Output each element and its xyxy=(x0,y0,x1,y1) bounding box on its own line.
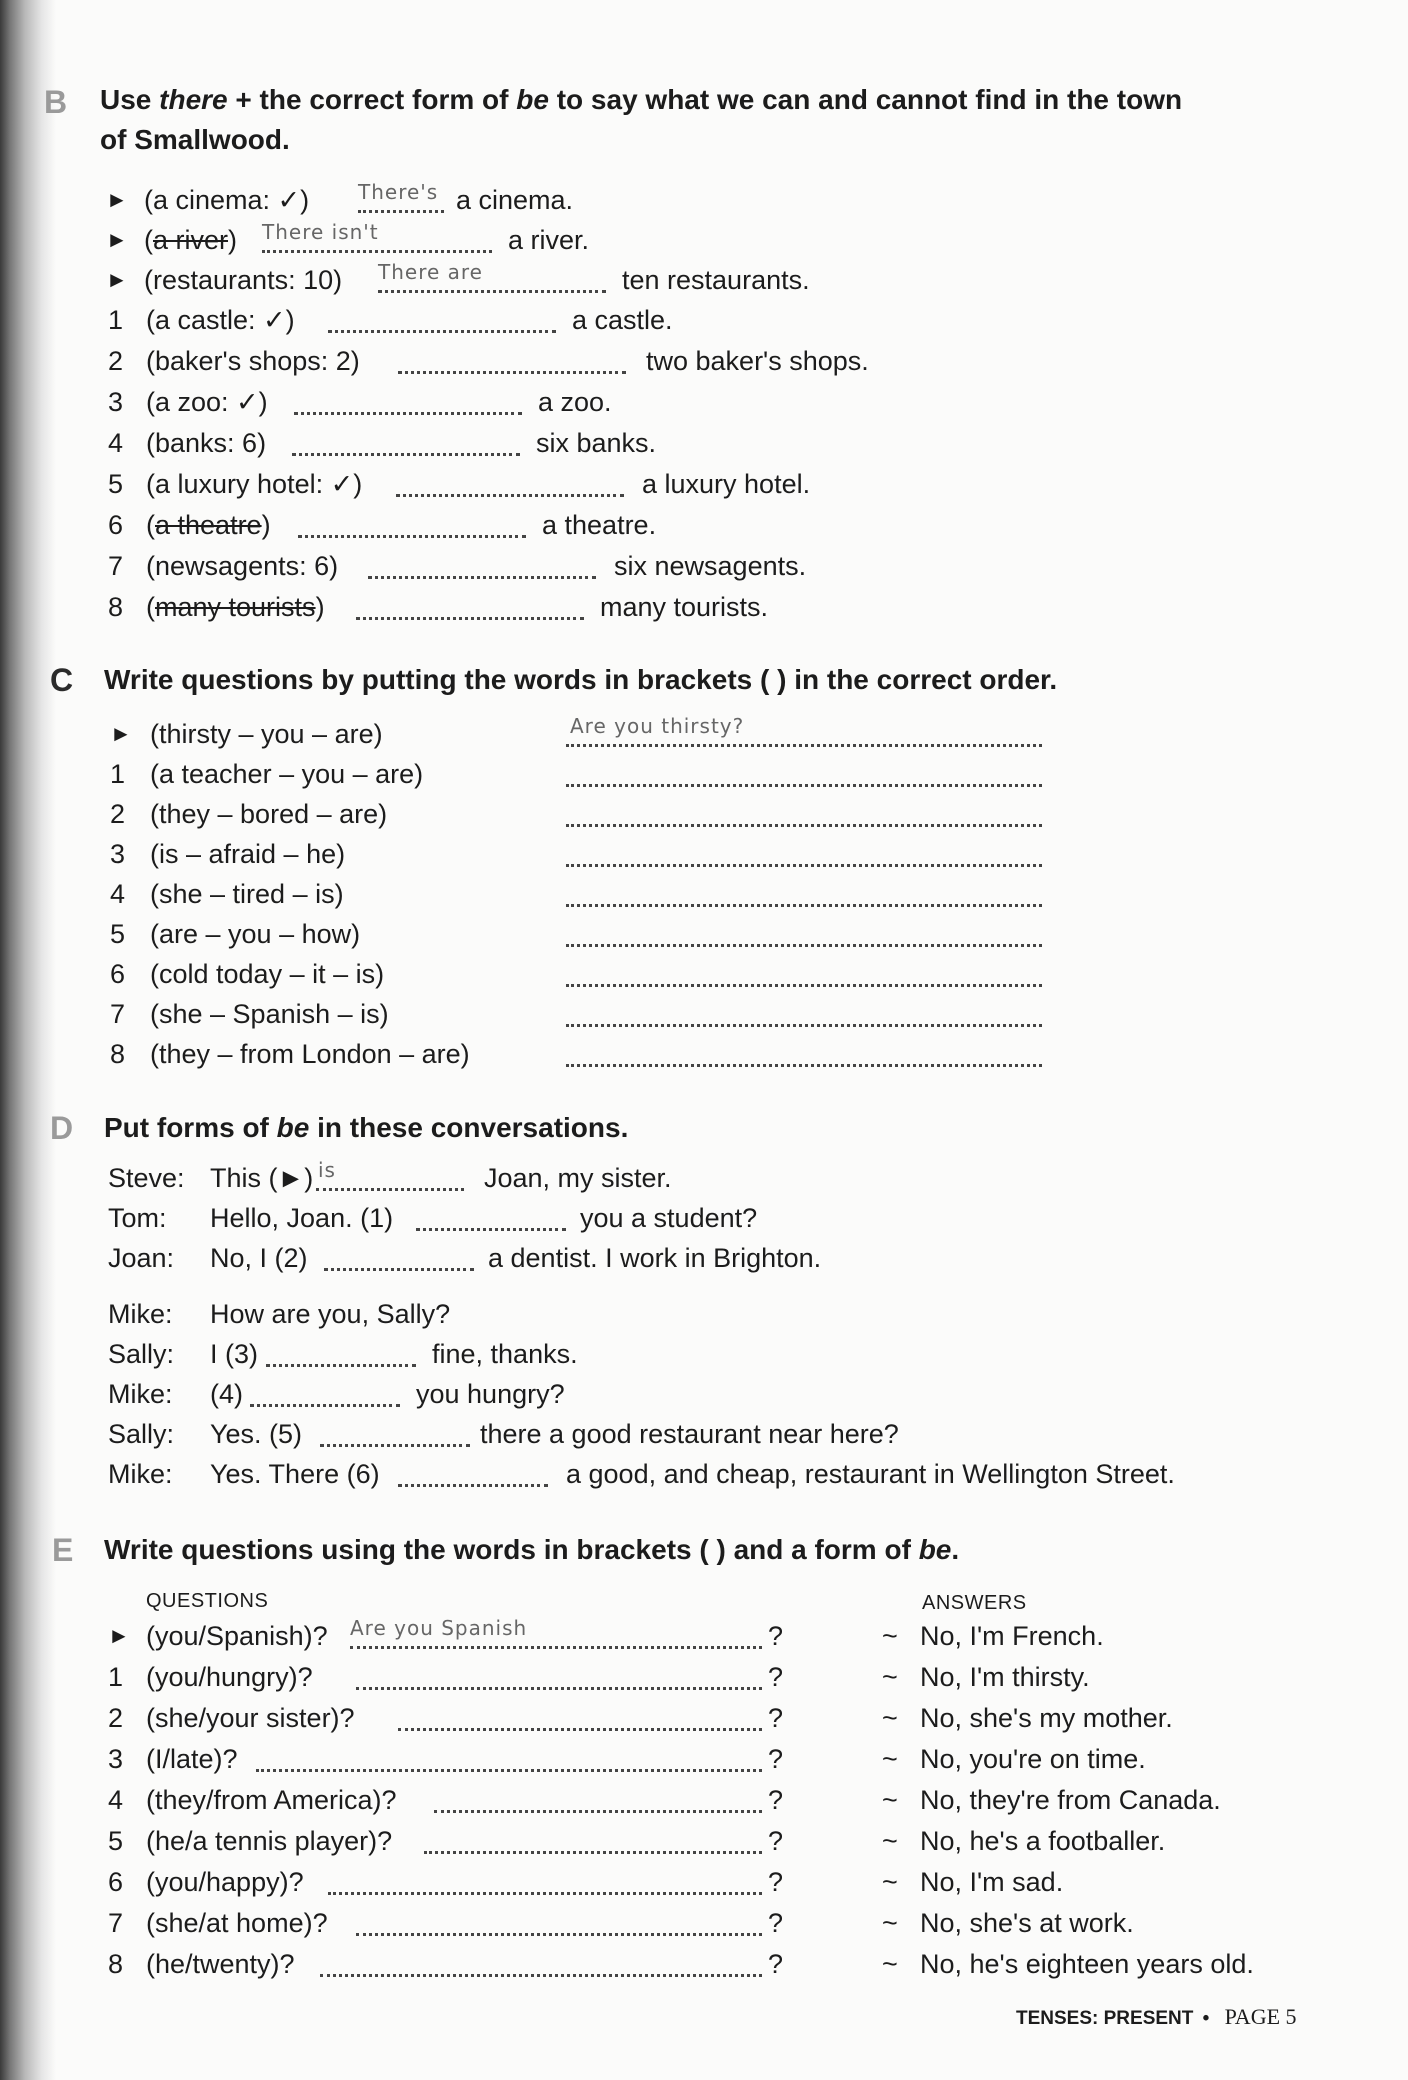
speaker: Sally: xyxy=(108,1419,175,1449)
item-number: 4 xyxy=(108,428,124,458)
speaker: Steve: xyxy=(108,1163,185,1193)
instruction-b-line1 xyxy=(100,80,1182,120)
cue: (I/late)? xyxy=(146,1744,238,1774)
cue xyxy=(146,423,266,463)
cue xyxy=(146,464,362,504)
tilde: ~ xyxy=(882,1908,898,1938)
instruction-b-line2: of Smallwood. xyxy=(100,124,290,155)
item-number: 2 xyxy=(108,346,124,376)
speaker: Joan: xyxy=(108,1243,175,1273)
sentence-end: a castle. xyxy=(572,305,673,335)
sample-answer: Are you Spanish xyxy=(350,1616,528,1640)
answer-blank[interactable] xyxy=(328,1892,762,1895)
speaker: Tom: xyxy=(108,1203,167,1233)
answer-blank[interactable] xyxy=(566,824,1042,827)
line-end: you a student? xyxy=(580,1203,758,1233)
instr-em: be xyxy=(276,1112,310,1143)
item-number: 6 xyxy=(108,1867,124,1897)
tilde: ~ xyxy=(882,1826,898,1856)
reply: No, he's a footballer. xyxy=(920,1826,1166,1856)
item-number: 3 xyxy=(110,839,126,869)
answer-blank[interactable] xyxy=(566,944,1042,947)
question-mark: ? xyxy=(768,1826,784,1856)
instr-text: . xyxy=(951,1534,960,1565)
answer-blank[interactable] xyxy=(396,494,624,497)
answer-blank[interactable] xyxy=(566,1064,1042,1067)
item-number: 7 xyxy=(108,551,124,581)
cue-part: ( xyxy=(144,265,153,295)
answer-blank[interactable] xyxy=(356,617,584,620)
cue: (a teacher – you – are) xyxy=(150,759,424,789)
cue-part: ) xyxy=(228,225,238,255)
answer-blank[interactable] xyxy=(324,1268,474,1271)
cue xyxy=(146,587,325,627)
tilde: ~ xyxy=(882,1867,898,1897)
speaker: Mike: xyxy=(108,1379,173,1409)
answer-blank[interactable] xyxy=(566,864,1042,867)
arrow-marker: ► xyxy=(106,267,128,292)
question-mark: ? xyxy=(768,1703,784,1733)
instr-text: Write questions using the words in brackets ( ) and a form of xyxy=(104,1534,919,1565)
instr-text: to say what we can and cannot find in the town xyxy=(548,84,1183,115)
item-number: 7 xyxy=(110,999,126,1029)
cue: (are – you – how) xyxy=(150,919,361,949)
answer-blank[interactable] xyxy=(398,371,626,374)
cue-part: a castle: ✓) xyxy=(155,305,295,335)
item-number: 3 xyxy=(108,1744,124,1774)
tilde: ~ xyxy=(882,1949,898,1979)
speaker: Mike: xyxy=(108,1299,173,1329)
instr-text: Put forms of xyxy=(104,1112,277,1143)
item-number: 3 xyxy=(108,387,124,417)
cue: (you/hungry)? xyxy=(146,1662,313,1692)
tilde: ~ xyxy=(882,1744,898,1774)
arrow-marker: ► xyxy=(106,187,128,212)
footer-bullet: • xyxy=(1202,2008,1210,2029)
cue-struck: many tourists xyxy=(155,592,316,622)
cue: (they – from London – are) xyxy=(150,1039,470,1069)
sentence-end: two baker's shops. xyxy=(646,346,869,376)
answer-blank[interactable] xyxy=(398,1484,548,1487)
answer-blank[interactable] xyxy=(566,784,1042,787)
answers-header: ANSWERS xyxy=(922,1592,1027,1614)
section-letter-d: D xyxy=(50,1110,74,1146)
answer-blank[interactable] xyxy=(566,1024,1042,1027)
cue-part: ( xyxy=(146,551,155,581)
reply: No, I'm sad. xyxy=(920,1867,1064,1897)
answer-blank[interactable] xyxy=(398,1728,762,1731)
cue xyxy=(144,260,342,300)
cue-part: ( xyxy=(146,387,155,417)
sentence-end: six newsagents. xyxy=(614,551,807,581)
sentence-end: many tourists. xyxy=(600,592,769,622)
cue-part: newsagents: 6) xyxy=(155,551,339,581)
footer-section-label: TENSES: PRESENT xyxy=(1016,2008,1194,2029)
instruction-e xyxy=(104,1530,959,1570)
answer-blank[interactable] xyxy=(320,1444,470,1447)
answer-blank[interactable] xyxy=(328,330,556,333)
answer-blank[interactable] xyxy=(368,576,596,579)
instruction-d xyxy=(104,1108,628,1148)
question-mark: ? xyxy=(768,1949,784,1979)
instr-text: + the correct form of xyxy=(227,84,517,115)
item-number: 4 xyxy=(110,879,126,909)
cue xyxy=(146,300,295,340)
line-end: Joan, my sister. xyxy=(484,1163,672,1193)
cue-part: ( xyxy=(146,469,155,499)
line-start: Hello, Joan. (1) xyxy=(210,1203,394,1233)
question-mark: ? xyxy=(768,1867,784,1897)
answer-blank[interactable] xyxy=(434,1810,762,1813)
line-start: No, I (2) xyxy=(210,1243,308,1273)
cue-part: ( xyxy=(146,428,155,458)
item-number: 6 xyxy=(108,510,124,540)
speaker: Sally: xyxy=(108,1339,175,1369)
reply: No, they're from Canada. xyxy=(920,1785,1221,1815)
item-number: 4 xyxy=(108,1785,124,1815)
line-end: there a good restaurant near here? xyxy=(480,1419,899,1449)
answer-blank[interactable] xyxy=(424,1851,762,1854)
cue: (she/at home)? xyxy=(146,1908,328,1938)
item-number: 8 xyxy=(108,592,124,622)
page-number: PAGE 5 xyxy=(1224,2004,1297,2029)
answer-blank[interactable] xyxy=(566,984,1042,987)
reply: No, she's at work. xyxy=(920,1908,1134,1938)
cue: (they – bored – are) xyxy=(150,799,388,829)
question-mark: ? xyxy=(768,1621,784,1651)
cue-part: ) xyxy=(315,592,325,622)
answer-blank[interactable] xyxy=(256,1769,762,1772)
item-number: 2 xyxy=(110,799,126,829)
cue: (you/happy)? xyxy=(146,1867,304,1897)
answer-blank[interactable] xyxy=(320,1974,762,1977)
cue-part: banks: 6) xyxy=(155,428,267,458)
cue-part: a cinema: ✓) xyxy=(153,185,310,215)
answer-blank[interactable] xyxy=(356,1933,762,1936)
instr-text: in these conversations. xyxy=(309,1112,629,1143)
instruction-c: Write questions by putting the words in brackets ( ) in the correct order. xyxy=(104,664,1058,695)
speaker: Mike: xyxy=(108,1459,173,1489)
line-start: I (3) xyxy=(210,1339,259,1369)
arrow-marker: ► xyxy=(108,1623,130,1648)
item-number: 5 xyxy=(110,919,126,949)
item-number: 8 xyxy=(110,1039,126,1069)
instr-em: be xyxy=(516,84,549,115)
cue: (thirsty – you – are) xyxy=(150,719,383,749)
sample-answer: There are xyxy=(378,260,483,284)
answer-blank[interactable] xyxy=(266,1364,416,1367)
cue: (she – tired – is) xyxy=(150,879,344,909)
cue xyxy=(146,382,268,422)
item-number: 1 xyxy=(108,1662,124,1692)
cue-part: ( xyxy=(144,185,153,215)
item-number: 2 xyxy=(108,1703,124,1733)
line-end: a dentist. I work in Brighton. xyxy=(488,1243,822,1273)
question-mark: ? xyxy=(768,1662,784,1692)
item-number: 8 xyxy=(108,1949,124,1979)
reply: No, I'm thirsty. xyxy=(920,1662,1090,1692)
cue-struck: a river xyxy=(153,225,229,255)
cue: (cold today – it – is) xyxy=(150,959,385,989)
cue-part: restaurants: 10) xyxy=(153,265,343,295)
answer-blank[interactable] xyxy=(566,904,1042,907)
answer-blank[interactable] xyxy=(298,535,526,538)
question-mark: ? xyxy=(768,1908,784,1938)
sentence-end: ten restaurants. xyxy=(622,265,810,295)
reply: No, she's my mother. xyxy=(920,1703,1173,1733)
cue-part: ( xyxy=(146,346,155,376)
reply: No, I'm French. xyxy=(920,1621,1104,1651)
sentence-end: a cinema. xyxy=(456,185,574,215)
cue: (she/your sister)? xyxy=(146,1703,355,1733)
sentence-end: a river. xyxy=(508,225,590,255)
cue: (she – Spanish – is) xyxy=(150,999,389,1029)
instr-em: there xyxy=(159,84,228,115)
cue xyxy=(146,341,360,381)
answer-blank[interactable] xyxy=(416,1228,566,1231)
section-letter-e: E xyxy=(52,1532,74,1568)
cue-part: ( xyxy=(144,225,153,255)
cue-part: a zoo: ✓) xyxy=(155,387,268,417)
item-number: 5 xyxy=(108,469,124,499)
sentence-end: a zoo. xyxy=(538,387,612,417)
tilde: ~ xyxy=(882,1662,898,1692)
answer-blank xyxy=(316,1188,464,1191)
instr-text: Use xyxy=(100,84,160,115)
cue-part: ) xyxy=(261,510,271,540)
sentence-end: six banks. xyxy=(536,428,657,458)
sample-answer: There's xyxy=(358,180,439,204)
item-number: 1 xyxy=(108,305,124,335)
sample-answer: is xyxy=(318,1158,336,1182)
cue: (he/twenty)? xyxy=(146,1949,295,1979)
page-footer xyxy=(1016,2004,1297,2030)
cue-part: a luxury hotel: ✓) xyxy=(155,469,363,499)
sentence-end: a theatre. xyxy=(542,510,657,540)
line-end: you hungry? xyxy=(416,1379,565,1409)
section-letter-b: B xyxy=(44,84,68,120)
instruction-b xyxy=(100,80,1182,160)
instr-em: be xyxy=(918,1534,952,1565)
item-number: 5 xyxy=(108,1826,124,1856)
item-number: 6 xyxy=(110,959,126,989)
question-mark: ? xyxy=(768,1785,784,1815)
line-start: How are you, Sally? xyxy=(210,1299,451,1329)
sample-answer: Are you thirsty? xyxy=(570,714,745,738)
line-start: (4) xyxy=(210,1379,243,1409)
question-mark: ? xyxy=(768,1744,784,1774)
sample-answer: There isn't xyxy=(262,220,379,244)
sentence-end: a luxury hotel. xyxy=(642,469,811,499)
cue-part: ( xyxy=(146,592,155,622)
line-end: fine, thanks. xyxy=(432,1339,578,1369)
questions-header: QUESTIONS xyxy=(146,1590,269,1612)
cue: (you/Spanish)? xyxy=(146,1621,328,1651)
item-number: 7 xyxy=(108,1908,124,1938)
tilde: ~ xyxy=(882,1785,898,1815)
reply: No, you're on time. xyxy=(920,1744,1146,1774)
cue-struck: a theatre xyxy=(155,510,262,540)
cue xyxy=(146,505,271,545)
line-start: This (►) xyxy=(210,1163,314,1193)
cue-part: baker's shops: 2) xyxy=(155,346,360,376)
cue-part: ( xyxy=(146,305,155,335)
cue: (they/from America)? xyxy=(146,1785,397,1815)
tilde: ~ xyxy=(882,1703,898,1733)
cue xyxy=(144,220,237,260)
reply: No, he's eighteen years old. xyxy=(920,1949,1254,1979)
tilde: ~ xyxy=(882,1621,898,1651)
line-end: a good, and cheap, restaurant in Wellington Street. xyxy=(566,1459,1175,1489)
answer-blank[interactable] xyxy=(356,1687,762,1690)
answer-blank[interactable] xyxy=(292,453,520,456)
cue: (he/a tennis player)? xyxy=(146,1826,393,1856)
cue xyxy=(146,546,338,586)
arrow-marker: ► xyxy=(110,721,132,746)
answer-blank[interactable] xyxy=(250,1404,400,1407)
answer-blank[interactable] xyxy=(294,412,522,415)
book-spine-shadow xyxy=(0,0,56,2080)
line-start: Yes. There (6) xyxy=(210,1459,380,1489)
line-start: Yes. (5) xyxy=(210,1419,303,1449)
cue-part: ( xyxy=(146,510,155,540)
cue: (is – afraid – he) xyxy=(150,839,346,869)
item-number: 1 xyxy=(110,759,126,789)
section-letter-c: C xyxy=(50,662,74,698)
arrow-marker: ► xyxy=(106,227,128,252)
